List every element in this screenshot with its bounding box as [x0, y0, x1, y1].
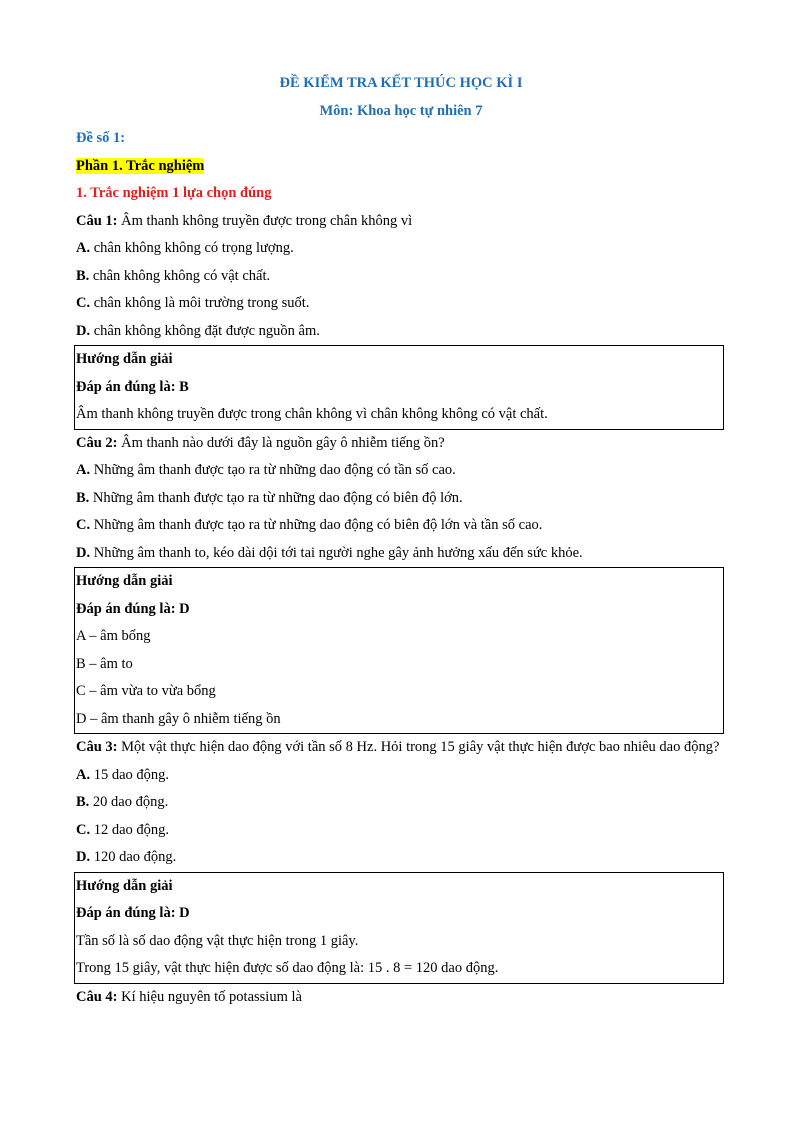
exam-number: Đề số 1: [76, 130, 126, 146]
question-label: Câu 1: [76, 212, 118, 229]
solution-heading: Hướng dẫn giải [76, 573, 173, 589]
part-heading [76, 153, 726, 181]
option-text: chân không không đặt được nguồn âm. [90, 322, 320, 339]
option-text: Những âm thanh to, kéo dài dội tới tai người nghe gây ảnh hưởng xấu đến sức khỏe. [90, 544, 583, 561]
solution-answer: Đáp án đúng là: D [76, 600, 190, 617]
subject-title: Môn: Khoa học tự nhiên 7 [319, 102, 483, 119]
option-text: chân không không có vật chất. [89, 267, 271, 284]
option-text: Những âm thanh được tạo ra từ những dao động có biên độ lớn. [89, 489, 463, 506]
solution-box-2 [74, 567, 724, 734]
question-text: Âm thanh không truyền được trong chân không vì [117, 212, 413, 229]
question-label: Câu 2: [76, 434, 118, 451]
option-text: Những âm thanh được tạo ra từ những dao động có biên độ lớn và tần số cao. [90, 517, 543, 533]
question-text: Một vật thực hiện dao động với tần số 8 Hz. Hỏi trong 15 giây vật thực hiện được bao nhiêu dao động? [117, 739, 720, 755]
solution-heading: Hướng dẫn giải [76, 877, 173, 894]
option-letter: C. [76, 295, 91, 311]
option-c [76, 290, 726, 318]
solution-answer: Đáp án đúng là: D [76, 905, 190, 921]
option-a [76, 235, 726, 263]
option-letter: D. [76, 544, 91, 561]
option-letter: D. [76, 322, 91, 339]
option-letter: D. [76, 849, 91, 865]
option-b [76, 263, 726, 291]
exam-title: ĐỀ KIỂM TRA KẾT THÚC HỌC KÌ I [279, 75, 523, 91]
solution-line: Tần số là số dao động vật thực hiện trong 1 giây. [76, 932, 359, 949]
part-heading-text: Phần 1. Trắc nghiệm [76, 157, 205, 174]
option-text: chân không không có trọng lượng. [90, 240, 294, 256]
option-letter: A. [76, 240, 91, 256]
option-letter: B. [76, 267, 90, 284]
section-heading: 1. Trắc nghiệm 1 lựa chọn đúng [76, 185, 272, 201]
question-4 [76, 984, 726, 1012]
option-text: 20 dao động. [89, 794, 169, 810]
option-c [76, 817, 726, 845]
question-label: Câu 3: [76, 739, 118, 755]
option-d [76, 540, 726, 568]
solution-box-1 [74, 345, 724, 430]
question-1 [76, 208, 726, 236]
question-3 [76, 734, 726, 762]
question-text: Kí hiệu nguyên tố potassium là [117, 988, 302, 1005]
solution-line: D – âm thanh gây ô nhiễm tiếng ồn [76, 710, 281, 727]
option-letter: C. [76, 821, 91, 838]
option-b [76, 789, 726, 817]
option-d [76, 318, 726, 346]
option-text: Những âm thanh được tạo ra từ những dao động có tần số cao. [90, 462, 456, 478]
option-letter: C. [76, 517, 91, 533]
document-page [76, 70, 726, 1011]
option-letter: B. [76, 794, 90, 810]
solution-answer: Đáp án đúng là: B [76, 378, 189, 395]
option-letter: A. [76, 462, 91, 478]
question-2 [76, 430, 726, 458]
option-a [76, 762, 726, 790]
solution-line: Âm thanh không truyền được trong chân không vì chân không không có vật chất. [76, 406, 548, 422]
option-b [76, 485, 726, 513]
solution-box-3 [74, 872, 724, 984]
question-text: Âm thanh nào dưới đây là nguồn gây ô nhiễm tiếng ồn? [117, 434, 445, 451]
question-label: Câu 4: [76, 988, 118, 1005]
option-text: 15 dao động. [90, 766, 170, 783]
solution-line: C – âm vừa to vừa bổng [76, 683, 216, 699]
option-letter: B. [76, 489, 90, 506]
option-d [76, 844, 726, 872]
option-c [76, 512, 726, 540]
option-letter: A. [76, 766, 91, 783]
solution-line: B – âm to [76, 655, 133, 672]
option-a [76, 457, 726, 485]
solution-heading: Hướng dẫn giải [76, 351, 173, 367]
solution-line: A – âm bổng [76, 628, 151, 644]
solution-line: Trong 15 giây, vật thực hiện được số dao động là: 15 . 8 = 120 dao động. [76, 960, 499, 976]
option-text: chân không là môi trường trong suốt. [90, 295, 310, 311]
option-text: 12 dao động. [90, 821, 170, 838]
option-text: 120 dao động. [90, 849, 177, 865]
